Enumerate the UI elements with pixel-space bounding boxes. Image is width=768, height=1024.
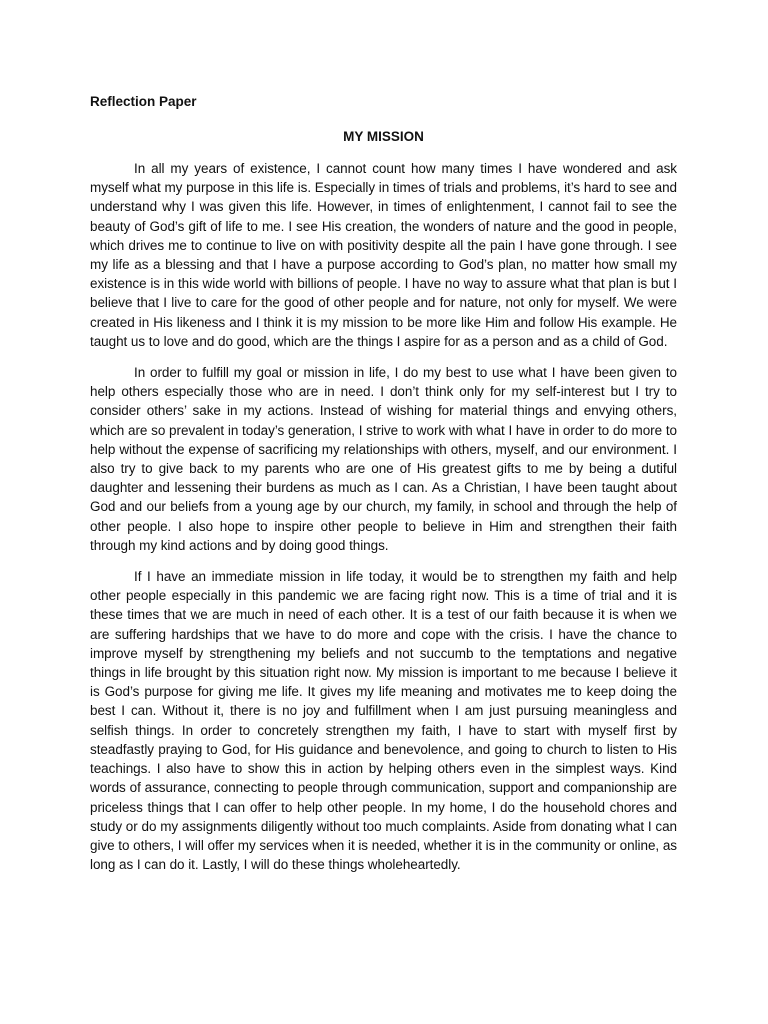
document-label: Reflection Paper: [90, 94, 197, 109]
paragraph-3: If I have an immediate mission in life today, it would be to strengthen my faith and help other people especially in this pandemic we are facing right now. This is a time of trial and it is these times that we are much in need of each other. It is a test of our faith because it is when we are suffering hardships that we have to do more and cope with the crisis. I have the chance to improve myself by strengthening my beliefs and not succumb to the temptations and negative things in life brought by this situation right now. My mission is important to me because I believe it is God’s purpose for giving me life. It gives my life meaning and motivates me to keep doing the best I can. Without it, there is no joy and fulfillment when I am just pursuing meaningless and selfish things. In order to concretely strengthen my faith, I have to start with myself first by steadfastly praying to God, for His guidance and benevolence, and going to church to listen to His teachings. I also have to show this in action by helping others even in the simplest ways. Kind words of assurance, connecting to people through communication, support and companionship are priceless things that I can offer to help other people. In my home, I do the household chores and study or do my assignments diligently without too much complaints. Aside from donating what I can give to others, I will offer my services when it is needed, whether it is in the community or online, as long as I can do it. Lastly, I will do these things wholeheartedly.: [90, 569, 677, 873]
paragraph-2: In order to fulfill my goal or mission in life, I do my best to use what I have been given to help others especially those who are in need. I don’t think only for my self-interest but I try to consider others’ sake in my actions. Instead of wishing for material things and envying others, which are so prevalent in today’s generation, I strive to work with what I have in order to do more to help without the expense of sacrificing my relationships with others, myself, and our environment. I also try to give back to my parents who are one of His greatest gifts to me by being a dutiful daughter and lessening their burdens as much as I can. As a Christian, I have been taught about God and our beliefs from a young age by our church, my family, in school and through the help of other people. I also hope to inspire other people to believe in Him and strengthen their faith through my kind actions and by doing good things.: [90, 365, 677, 553]
paragraph-1: In all my years of existence, I cannot count how many times I have wondered and ask myself what my purpose in this life is. Especially in times of trials and problems, it’s hard to see and understand why I was given this life. However, in times of enlightenment, I cannot fail to see the beauty of God’s gift of life to me. I see His creation, the wonders of nature and the good in people, which drives me to continue to live on with positivity despite all the pain I have gone through. I see my life as a blessing and that I have a purpose according to God’s plan, no matter how small my existence is in this wide world with billions of people. I have no way to assure what that plan is but I believe that I live to care for the good of other people and for nature, not only for myself. We were created in His likeness and I think it is my mission to be more like Him and follow His example. He taught us to love and do good, which are the things I aspire for as a person and as a child of God.: [90, 161, 677, 349]
document-page: [90, 93, 677, 886]
document-title: MY MISSION: [343, 129, 424, 144]
